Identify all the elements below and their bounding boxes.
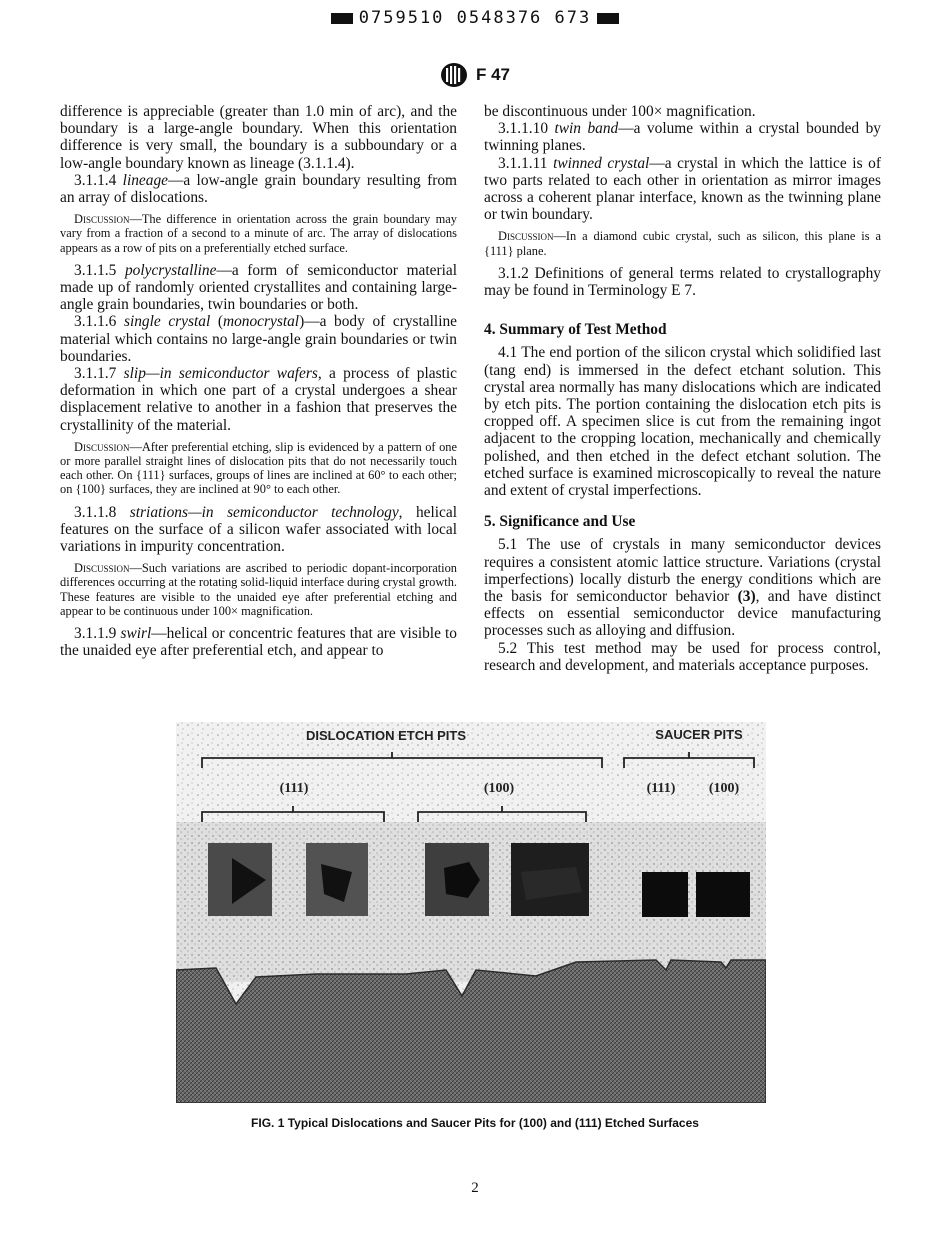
definition-polycrystalline: 3.1.1.5 polycrystalline—a form of semiconductor material made up of randomly oriented crystallites and containing large-angle grain boundaries, twin boundaries or both. — [60, 261, 457, 314]
page-header — [0, 62, 950, 88]
label-111-saucer: (111) — [646, 781, 676, 796]
paragraph: 5.2 This test method may be used for process control, research and development, and materials acceptance purposes. — [484, 639, 881, 674]
page-number: 2 — [471, 1180, 479, 1196]
label-111-dislocation: (111) — [279, 781, 309, 796]
figure-image — [176, 722, 766, 1103]
paragraph: be discontinuous under 100× magnification. — [484, 103, 756, 120]
definition-swirl: 3.1.1.9 swirl—helical or concentric features that are visible to the unaided eye after preferential etch, and appear to — [60, 625, 457, 660]
section-heading: 5. Significance and Use — [484, 513, 636, 531]
astm-logo-icon — [440, 62, 468, 88]
etch-pit-100-b — [511, 843, 589, 916]
label-saucer-pits: SAUCER PITS — [655, 727, 743, 742]
saucer-pit-111 — [642, 872, 688, 917]
saucer-pit-100 — [696, 872, 750, 917]
etch-pit-111-a — [208, 843, 272, 916]
figure-caption: FIG. 1 Typical Dislocations and Saucer Pits for (100) and (111) Etched Surfaces — [251, 1116, 699, 1130]
definition-single-crystal: 3.1.1.6 single crystal (monocrystal)—a body of crystalline material which contains no large-angle grain boundaries or twin boundaries. — [60, 313, 457, 365]
paragraph: 3.1.2 Definitions of general terms related to crystallography may be found in Terminology E 7. — [484, 264, 881, 300]
discussion-note: Discussion—Such variations are ascribed to periodic dopant-incorporation differences occurring at the rotating solid-liquid interface during crystal growth. These features are visible to the unaided eye after preferential etching and appear to be continuous under 100× magnification. — [60, 561, 457, 618]
paragraph: 4.1 The end portion of the silicon crystal which solidified last (tang end) is immersed in the defect etchant solution. This crystal area normally has many dislocations which are indicated by etch pits. The portion containing the dislocation etch pits is cropped off. A specimen slice is cut from the remaining ingot adjacent to the cropping location, mechanically and chemically polished, and then etched in the defect etchant solution. The etched surface is examined microscopically to reveal the nature and extent of crystal imperfections. — [484, 344, 881, 500]
etch-pit-100-a — [425, 843, 489, 916]
barcode-text: 0759510 0548376 673 — [358, 8, 592, 28]
discussion-note: Discussion—After preferential etching, slip is evidenced by a pattern of one or more parallel straight lines of dislocation pits that do not necessarily touch each other. On {111} surfaces, groups of lines are inclined at 60° to each other; on {100} surfaces, they are inclined at 90° to each other. — [60, 439, 457, 497]
definition-twinned-crystal: 3.1.1.11 twinned crystal—a crystal in which the lattice is of two parts related to each other in orientation as mirror images across a coherent planar interface, known as the twinning plane or twin boundary. — [484, 154, 881, 224]
label-100-dislocation: (100) — [483, 781, 515, 796]
figure-etch-pits — [176, 722, 766, 1103]
definition-striations: 3.1.1.8 striations—in semiconductor technology, helical features on the surface of a silicon wafer associated with local variations in impurity concentration. — [60, 503, 457, 556]
right-column — [484, 103, 881, 674]
discussion-note: Discussion—In a diamond cubic crystal, such as silicon, this plane is a {111} plane. — [484, 229, 881, 258]
barcode-header — [0, 8, 950, 28]
label-100-saucer: (100) — [708, 781, 740, 796]
standard-number: F 47 — [475, 65, 511, 84]
paragraph: difference is appreciable (greater than 1.0 min of arc), and the boundary is a large-angle boundary. When this orientation difference is very small, the boundary is a subboundary or a low-angle boundary known as lineage (3.1.1.4). — [60, 103, 457, 172]
etch-pit-111-b — [306, 843, 368, 916]
discussion-note: Discussion—The difference in orientation across the grain boundary may vary from a fraction of a second to a minute of arc. The array of dislocations appears as a row of pits on a preferentially etched surface. — [60, 212, 457, 255]
label-dislocation-etch-pits: DISLOCATION ETCH PITS — [305, 728, 467, 743]
left-column — [60, 103, 457, 660]
definition-slip: 3.1.1.7 slip—in semiconductor wafers, a process of plastic deformation in which one part of a crystal undergoes a shear displacement relative to another in a fashion that preserves the crystallinity of the material. — [60, 365, 457, 434]
definition-lineage: 3.1.1.4 lineage—a low-angle grain boundary resulting from an array of dislocations. — [60, 171, 457, 207]
section-heading: 4. Summary of Test Method — [484, 321, 667, 339]
definition-twin-band: 3.1.1.10 twin band—a volume within a crystal bounded by twinning planes. — [484, 120, 881, 155]
barcode-bar-left — [331, 13, 353, 24]
cross-section-profile — [176, 960, 766, 1103]
paragraph: 5.1 The use of crystals in many semiconductor devices requires a consistent atomic lattice structure. Variations (crystal imperfections) locally disturb the energy conditions which are the basis for semiconductor behavior (3), and have distinct effects on essential semiconductor device manufacturing processes such as alloying and diffusion. — [484, 536, 881, 640]
barcode-bar-right — [597, 13, 619, 24]
